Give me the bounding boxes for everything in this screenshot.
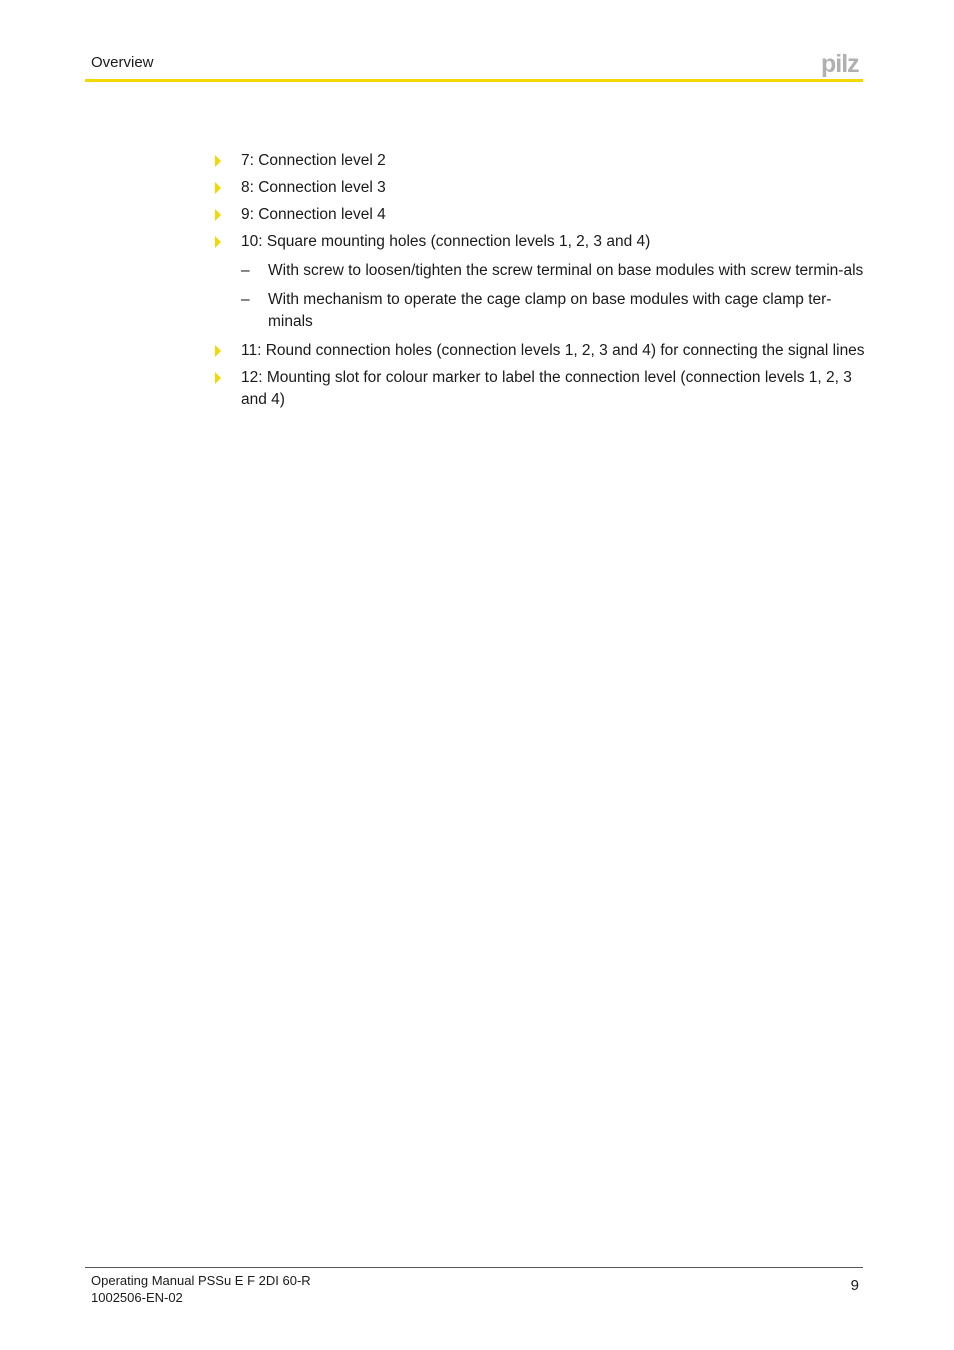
list-item-text: 7: Connection level 2 [241, 152, 386, 169]
footer-doc-info [91, 1272, 311, 1306]
bullet-arrow-icon [215, 345, 221, 357]
page-number: 9 [850, 1277, 859, 1294]
bullet-arrow-icon [215, 182, 221, 194]
dash-marker: – [241, 291, 250, 308]
content-area [213, 150, 865, 416]
list-item [213, 204, 865, 226]
footer-divider [85, 1267, 863, 1268]
bullet-arrow-icon [215, 236, 221, 248]
list-item-text: 12: Mounting slot for colour marker to label the connection level (connection levels 1, 2, 3 and 4) [241, 369, 852, 408]
sub-list-item [241, 260, 865, 282]
svg-text:pilz: pilz [821, 50, 859, 78]
list-item-text: 8: Connection level 3 [241, 179, 386, 196]
list-item [213, 340, 865, 362]
bullet-arrow-icon [215, 372, 221, 384]
list-item [213, 177, 865, 199]
section-title: Overview [91, 54, 154, 71]
manual-title: Operating Manual PSSu E F 2DI 60-R [91, 1273, 311, 1288]
sub-list-item [241, 289, 865, 333]
list-item-text: 11: Round connection holes (connection levels 1, 2, 3 and 4) for connecting the signal lines [241, 342, 865, 359]
header-divider [85, 79, 863, 82]
doc-number: 1002506-EN-02 [91, 1290, 183, 1305]
bullet-arrow-icon [215, 155, 221, 167]
pilz-logo [821, 50, 865, 78]
list-item [213, 367, 865, 411]
bullet-arrow-icon [215, 209, 221, 221]
sub-list [241, 260, 865, 333]
list-item-text: 10: Square mounting holes (connection levels 1, 2, 3 and 4) [241, 233, 651, 250]
sub-list-item-text: With mechanism to operate the cage clamp on base modules with cage clamp ter-minals [268, 291, 832, 330]
component-list [213, 150, 865, 411]
list-item-text: 9: Connection level 4 [241, 206, 386, 223]
dash-marker: – [241, 262, 250, 279]
list-item [213, 231, 865, 333]
sub-list-item-text: With screw to loosen/tighten the screw terminal on base modules with screw termin-als [268, 262, 864, 279]
list-item [213, 150, 865, 172]
